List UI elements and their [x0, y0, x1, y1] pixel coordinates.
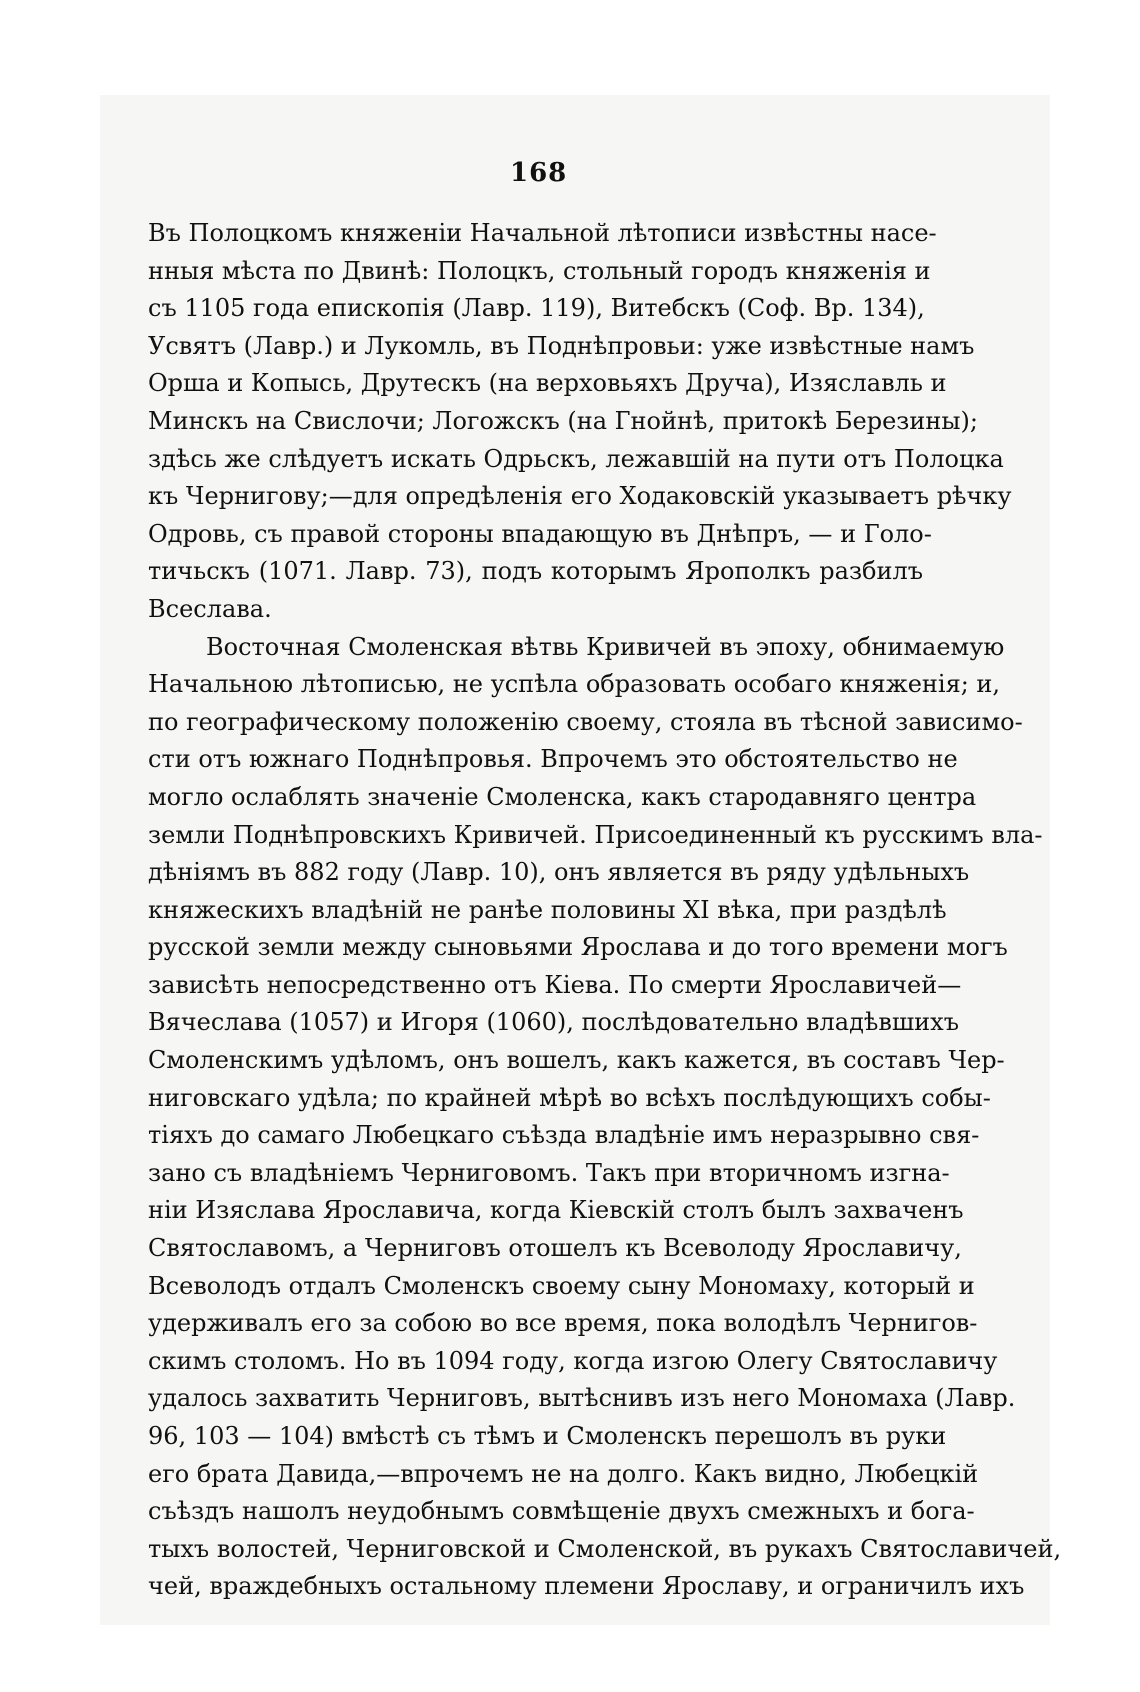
- text-line: удерживалъ его за собою во все время, пока володѣлъ Чернигов-: [148, 1309, 978, 1338]
- text-line: ніи Изяслава Ярославича, когда Кіевскій столъ былъ захваченъ: [148, 1196, 964, 1225]
- text-line: удалось захватить Черниговъ, вытѣснивъ изъ него Мономаха (Лавр.: [148, 1384, 1016, 1413]
- text-line: по географическому положенію своему, стояла въ тѣсной зависимо-: [148, 707, 1023, 736]
- paragraph: [148, 629, 1062, 1606]
- text-line: Одровь, съ правой стороны впадающую въ Днѣпръ, — и Голо-: [148, 519, 932, 548]
- text-line: тыхъ волостей, Черниговской и Смоленской, въ рукахъ Святославичей,: [148, 1534, 1062, 1563]
- text-line: русской земли между сыновьями Ярослава и до того времени могъ: [148, 933, 1008, 962]
- text-line: Усвятъ (Лавр.) и Лукомль, въ Поднѣпровьи: уже извѣстные намъ: [148, 331, 975, 360]
- text-line: его брата Давида,—впрочемъ не на долго. Какъ видно, Любецкій: [148, 1459, 979, 1488]
- text-line: здѣсь же слѣдуетъ искать Одрьскъ, лежавшій на пути отъ Полоцка: [148, 444, 1004, 473]
- text-line: Въ Полоцкомъ княженіи Начальной лѣтописи извѣстны насе-: [148, 219, 937, 247]
- text-line: дѣніямъ въ 882 году (Лавр. 10), онъ является въ ряду удѣльныхъ: [148, 858, 970, 887]
- text-line: Святославомъ, а Черниговъ отошелъ къ Всеволоду Ярославичу,: [148, 1234, 962, 1263]
- text-line: тіяхъ до самаго Любецкаго съѣзда владѣніе имъ неразрывно свя-: [148, 1121, 980, 1150]
- text-line: къ Чернигову;—для опредѣленія его Ходаковскій указываетъ рѣчку: [148, 482, 1012, 511]
- body-text: [148, 215, 1062, 1606]
- text-line: ниговскаго удѣла; по крайней мѣрѣ во всѣхъ послѣдующихъ собы-: [148, 1083, 991, 1112]
- text-line: зано съ владѣніемъ Черниговомъ. Такъ при вторичномъ изгна-: [148, 1158, 950, 1187]
- text-line: скимъ столомъ. Но въ 1094 году, когда изгою Олегу Святославичу: [148, 1346, 998, 1375]
- text-line: княжескихъ владѣній не ранѣе половины XI вѣка, при раздѣлѣ: [148, 895, 947, 924]
- text-line: Всеволодъ отдалъ Смоленскъ своему сыну Мономаху, который и: [148, 1271, 975, 1300]
- text-line: Смоленскимъ удѣломъ, онъ вошелъ, какъ кажется, въ составъ Чер-: [148, 1046, 1005, 1075]
- text-line: земли Поднѣпровскихъ Кривичей. Присоединенный къ русскимъ вла-: [148, 820, 1043, 849]
- text-line: съѣздъ нашолъ неудобнымъ совмѣщеніе двухъ смежныхъ и бога-: [148, 1497, 975, 1526]
- text-line: зависѣть непосредственно отъ Кіева. По смерти Ярославичей—: [148, 970, 962, 999]
- page-number: 168: [510, 158, 568, 188]
- text-line: сти отъ южнаго Поднѣпровья. Впрочемъ это обстоятельство не: [148, 745, 958, 774]
- text-line: тичьскъ (1071. Лавр. 73), подъ которымъ Ярополкъ разбилъ: [148, 557, 923, 586]
- text-line: Вячеслава (1057) и Игоря (1060), послѣдовательно владѣвшихъ: [148, 1008, 959, 1037]
- text-line: чей, враждебныхъ остальному племени Ярославу, и ограничилъ ихъ: [148, 1572, 1025, 1601]
- text-line: 96, 103 — 104) вмѣстѣ съ тѣмъ и Смоленскъ перешолъ въ руки: [148, 1422, 947, 1450]
- text-line: могло ослаблять значеніе Смоленска, какъ стародавняго центра: [148, 782, 977, 811]
- text-line: съ 1105 года епископія (Лавр. 119), Витебскъ (Соф. Вр. 134),: [148, 294, 925, 323]
- text-line: Восточная Смоленская вѣтвь Кривичей въ эпоху, обнимаемую: [206, 632, 1005, 661]
- text-line: Орша и Копысь, Друтескъ (на верховьяхъ Друча), Изяславль и: [148, 369, 947, 398]
- text-line: нныя мѣста по Двинѣ: Полоцкъ, стольный городъ княженія и: [148, 256, 931, 285]
- paragraph: [148, 215, 1012, 629]
- text-line: Всеслава.: [148, 594, 272, 623]
- text-line: Минскъ на Свислочи; Логожскъ (на Гнойнѣ, притокѣ Березины);: [148, 406, 978, 435]
- text-line: Начальною лѣтописью, не успѣла образовать особаго княженія; и,: [148, 670, 1001, 699]
